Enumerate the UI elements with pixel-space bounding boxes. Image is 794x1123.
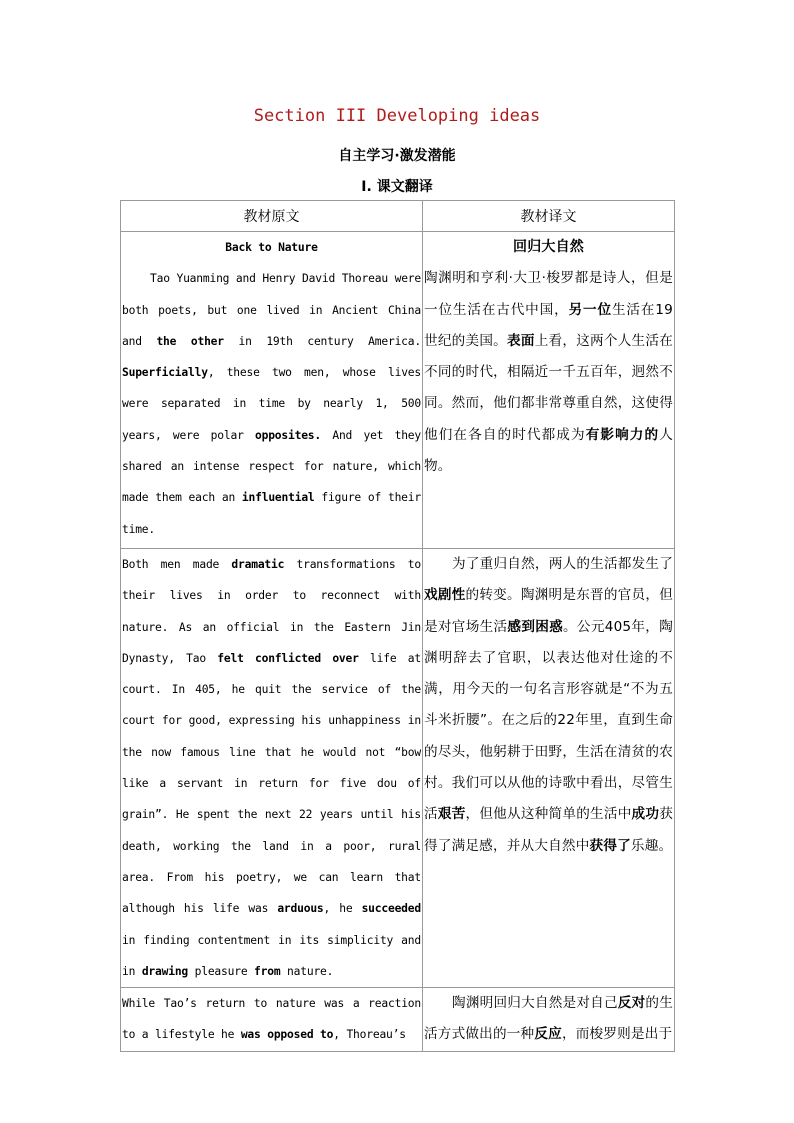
body-text: And yet they shared an intense respect for nature, which made them each an (122, 428, 421, 505)
body-text: , he (323, 902, 362, 916)
keyword-text: 感到困惑 (507, 618, 564, 635)
body-text: Tao Yuanming and Henry David Thoreau were both poets, but one lived in Ancient China and (122, 272, 421, 348)
keyword-text: 成功 (631, 806, 660, 823)
keyword-text: dramatic (231, 558, 285, 571)
keyword-text: 反应 (534, 1026, 562, 1043)
body-text: While Tao’s return to nature was a reaction to a lifestyle he (122, 997, 421, 1042)
translation-paragraph (424, 270, 673, 474)
keyword-text: opposites. (255, 428, 322, 442)
keyword-text: was opposed to (240, 1028, 334, 1042)
body-text: 为了重归自然，两人的生活都发生了 (452, 556, 673, 572)
keyword-text: 获得了 (589, 837, 631, 854)
keyword-text: succeeded (361, 902, 421, 916)
header-original: 教材原文 (121, 201, 423, 232)
keyword-text: 反对 (617, 995, 646, 1012)
translation-cell (423, 232, 675, 549)
original-paragraph (122, 272, 421, 535)
section-heading: Ⅰ. 课文翻译 (361, 179, 433, 195)
body-text: nature. (280, 964, 334, 978)
body-text: , Thoreau’s (333, 1028, 406, 1042)
body-text: in finding contentment in its simplicity and in (122, 933, 421, 978)
translation-table (120, 200, 675, 1052)
body-text: ，但他从这种简单的生活中 (465, 806, 632, 823)
keyword-text: drawing (141, 964, 189, 978)
translation-text (423, 232, 674, 482)
keyword-text: the other (156, 334, 224, 348)
original-paragraph (121, 988, 422, 1051)
original-cell (121, 232, 423, 549)
translation-paragraph (423, 988, 674, 1051)
translation-heading: 回归大自然 (513, 239, 584, 255)
table-header-row (121, 201, 675, 232)
translation-cell (423, 988, 675, 1052)
original-text (121, 232, 422, 545)
body-text: 上看，这两个人生活在不同的时代，相隔近一千五百年，迥然不同。然而，他们都非常尊重自然，这使得他们在各自的时代都成为 (424, 332, 673, 443)
body-text: 获得了满足感，并从大自然中 (424, 806, 673, 854)
body-text: 的转变。陶渊明是东晋的官员，但是对官场生活 (424, 587, 673, 635)
table-row (121, 232, 675, 549)
original-cell (121, 988, 423, 1052)
page-title: Section III Developing ideas (253, 106, 541, 126)
body-text: life at court. In 405, he quit the service of the court for good, expressing his unhappiness in the now famous line that he would not “bow like a servant in return for five dou of grain”. He spent the next 22 years until his death, working the land in a poor, rural area. From his poetry, we can learn that although his life was (122, 651, 421, 916)
keyword-text: influential (241, 491, 315, 505)
keyword-text: 另一位 (568, 301, 612, 318)
keyword-text: 有影响力的 (585, 426, 660, 443)
body-text: 陶渊明回归大自然是对自己 (452, 995, 618, 1012)
keyword-text: 戏剧性 (424, 587, 466, 604)
original-cell (121, 549, 423, 988)
section-subtitle: 自主学习·激发潜能 (338, 148, 456, 164)
keyword-text: arduous (277, 902, 324, 916)
body-text: 乐趣。 (630, 837, 673, 854)
body-text: transformations to their lives in order to reconnect with nature. As an official in the Eastern Jin Dynasty, Tao (122, 558, 421, 665)
keyword-text: Superficially (122, 366, 208, 380)
keyword-text: from (254, 964, 281, 978)
body-text: figure of their time. (122, 491, 421, 536)
body-text: in 19th century America. (223, 334, 421, 348)
keyword-text: 艰苦 (437, 806, 466, 823)
translation-cell (423, 549, 675, 988)
table-row (121, 549, 675, 988)
body-text: pleasure (188, 964, 255, 978)
original-heading: Back to Nature (225, 241, 318, 254)
translation-paragraph (423, 549, 674, 862)
body-text: , these two men, whose lives were separated in time by nearly 1, 500 years, were polar (122, 366, 421, 442)
original-paragraph (121, 549, 422, 987)
body-text: 陶渊明和亨利·大卫·梭罗都是诗人，但是一位生活在古代中国， (424, 270, 673, 318)
translation-segments (424, 995, 673, 1042)
header-translation: 教材译文 (423, 201, 675, 232)
keyword-text: 表面 (507, 332, 535, 349)
body-text: 生活在19世纪的美国。 (424, 301, 673, 349)
translation-segments (424, 556, 673, 854)
table-row (121, 988, 675, 1052)
body-text: Both men made (122, 558, 232, 571)
keyword-text: felt conflicted over (217, 651, 359, 665)
body-text: ，而梭罗则是出于 (561, 1026, 673, 1043)
body-text: 。公元405年，陶渊明辞去了官职，以表达他对仕途的不满，用今天的一句名言形容就是“不为五斗米折腰”。在之后的22年里，直到生命的尽头，他躬耕于田野，生活在清贫的农村。我们可以从他的诗歌中看出，尽管生活 (424, 618, 673, 823)
body-text: 人物。 (424, 426, 673, 475)
body-text: 的生活方式做出的一种 (424, 995, 673, 1043)
